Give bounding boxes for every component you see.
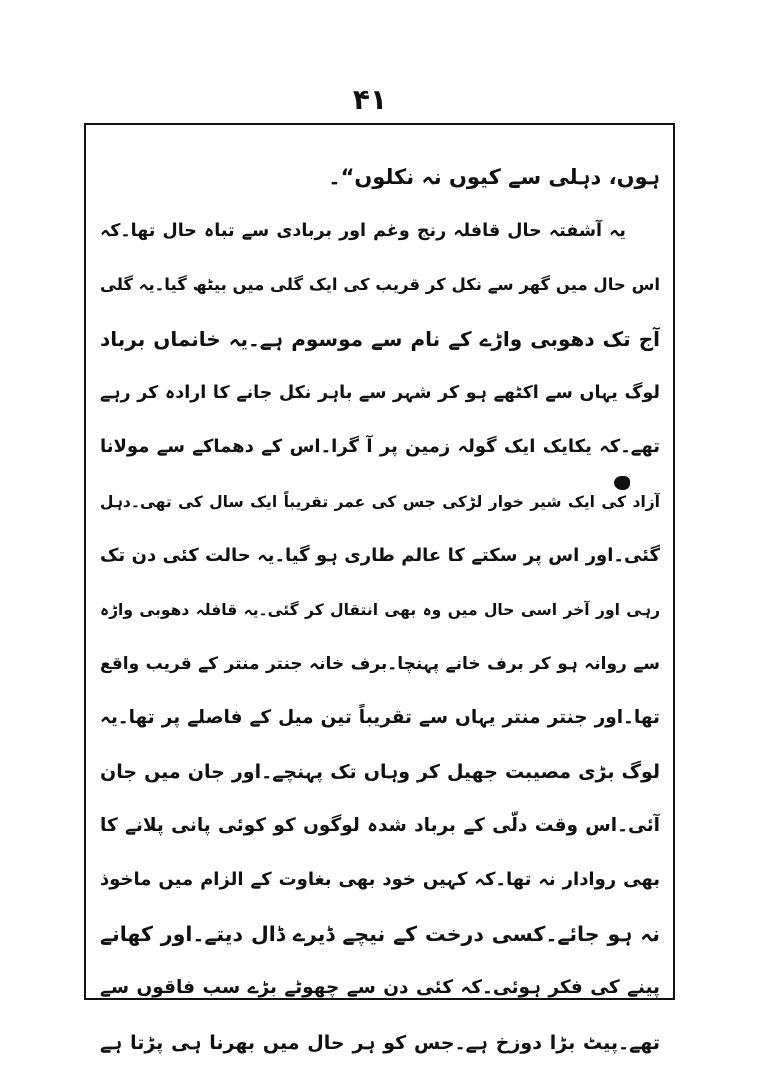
text-line: لوگ یہاں سے اکٹھے ہو کر شہر سے باہر نکل جانے کا ارادہ کر رہے [100, 383, 660, 404]
text-line: سے روانہ ہو کر برف خانے پہنچا۔برف خانہ جنتر منتر کے قریب واقع [100, 653, 660, 674]
text-line: نہ ہو جائے۔کسی درخت کے نیچے ڈیرے ڈال دیتے۔اور کھانے [100, 922, 660, 947]
text-line: اس حال میں گھر سے نکل کر قریب کی ایک گلی میں بیٹھ گیا۔یہ گلی [100, 275, 660, 295]
text-line: تھا۔اور جنتر منتر یہاں سے تقریباً تین میل کے فاصلے پر تھا۔یہ [100, 706, 660, 728]
text-line: آج تک دھوبی واڑے کے نام سے موسوم ہے۔یہ خانماں برباد [100, 327, 660, 352]
text-line: آزاد کی ایک شیر خوار لڑکی جس کی عمر تقریباً ایک سال کی تھی۔دہل [100, 492, 660, 511]
text-line: گئی۔اور اس پر سکتے کا عالم طاری ہو گیا۔یہ حالت کئی دن تک [100, 544, 660, 566]
text-line: لوگ بڑی مصیبت جھیل کر وہاں تک پہنچے۔اور جان میں جان [100, 761, 660, 784]
text-line: بھی روادار نہ تھا۔کہ کہیں خود بھی بغاوت کے الزام میں ماخوذ [100, 869, 660, 891]
page-number: ۴۱ [352, 83, 388, 116]
text-line: پینے کی فکر ہوئی۔کہ کئی دن سے چھوٹے بڑے سب فاقوں سے [100, 977, 660, 999]
text-line: ہوں، دہلی سے کیوں نہ نکلوں“۔ [328, 165, 660, 189]
text-line: تھے۔پیٹ بڑا دوزخ ہے۔جس کو ہر حال میں بھرنا ہی پڑتا ہے [100, 1031, 660, 1054]
text-line: تھے۔کہ یکایک ایک گولہ زمین پر آ گرا۔اس کے دھماکے سے مولانا [100, 436, 660, 458]
text-line: آئی۔اس وقت دلّی کے برباد شدہ لوگوں کو کوئی پانی پلانے کا [100, 815, 660, 837]
text-line: یہ آشفتہ حال قافلہ رنج وغم اور بربادی سے تباہ حال تھا۔کہ [100, 221, 626, 242]
page-text-body [100, 150, 660, 1070]
text-line: رہی اور آخر اسی حال میں وہ بھی انتقال کر گئی۔یہ قافلہ دھوبی واڑہ [100, 600, 660, 619]
